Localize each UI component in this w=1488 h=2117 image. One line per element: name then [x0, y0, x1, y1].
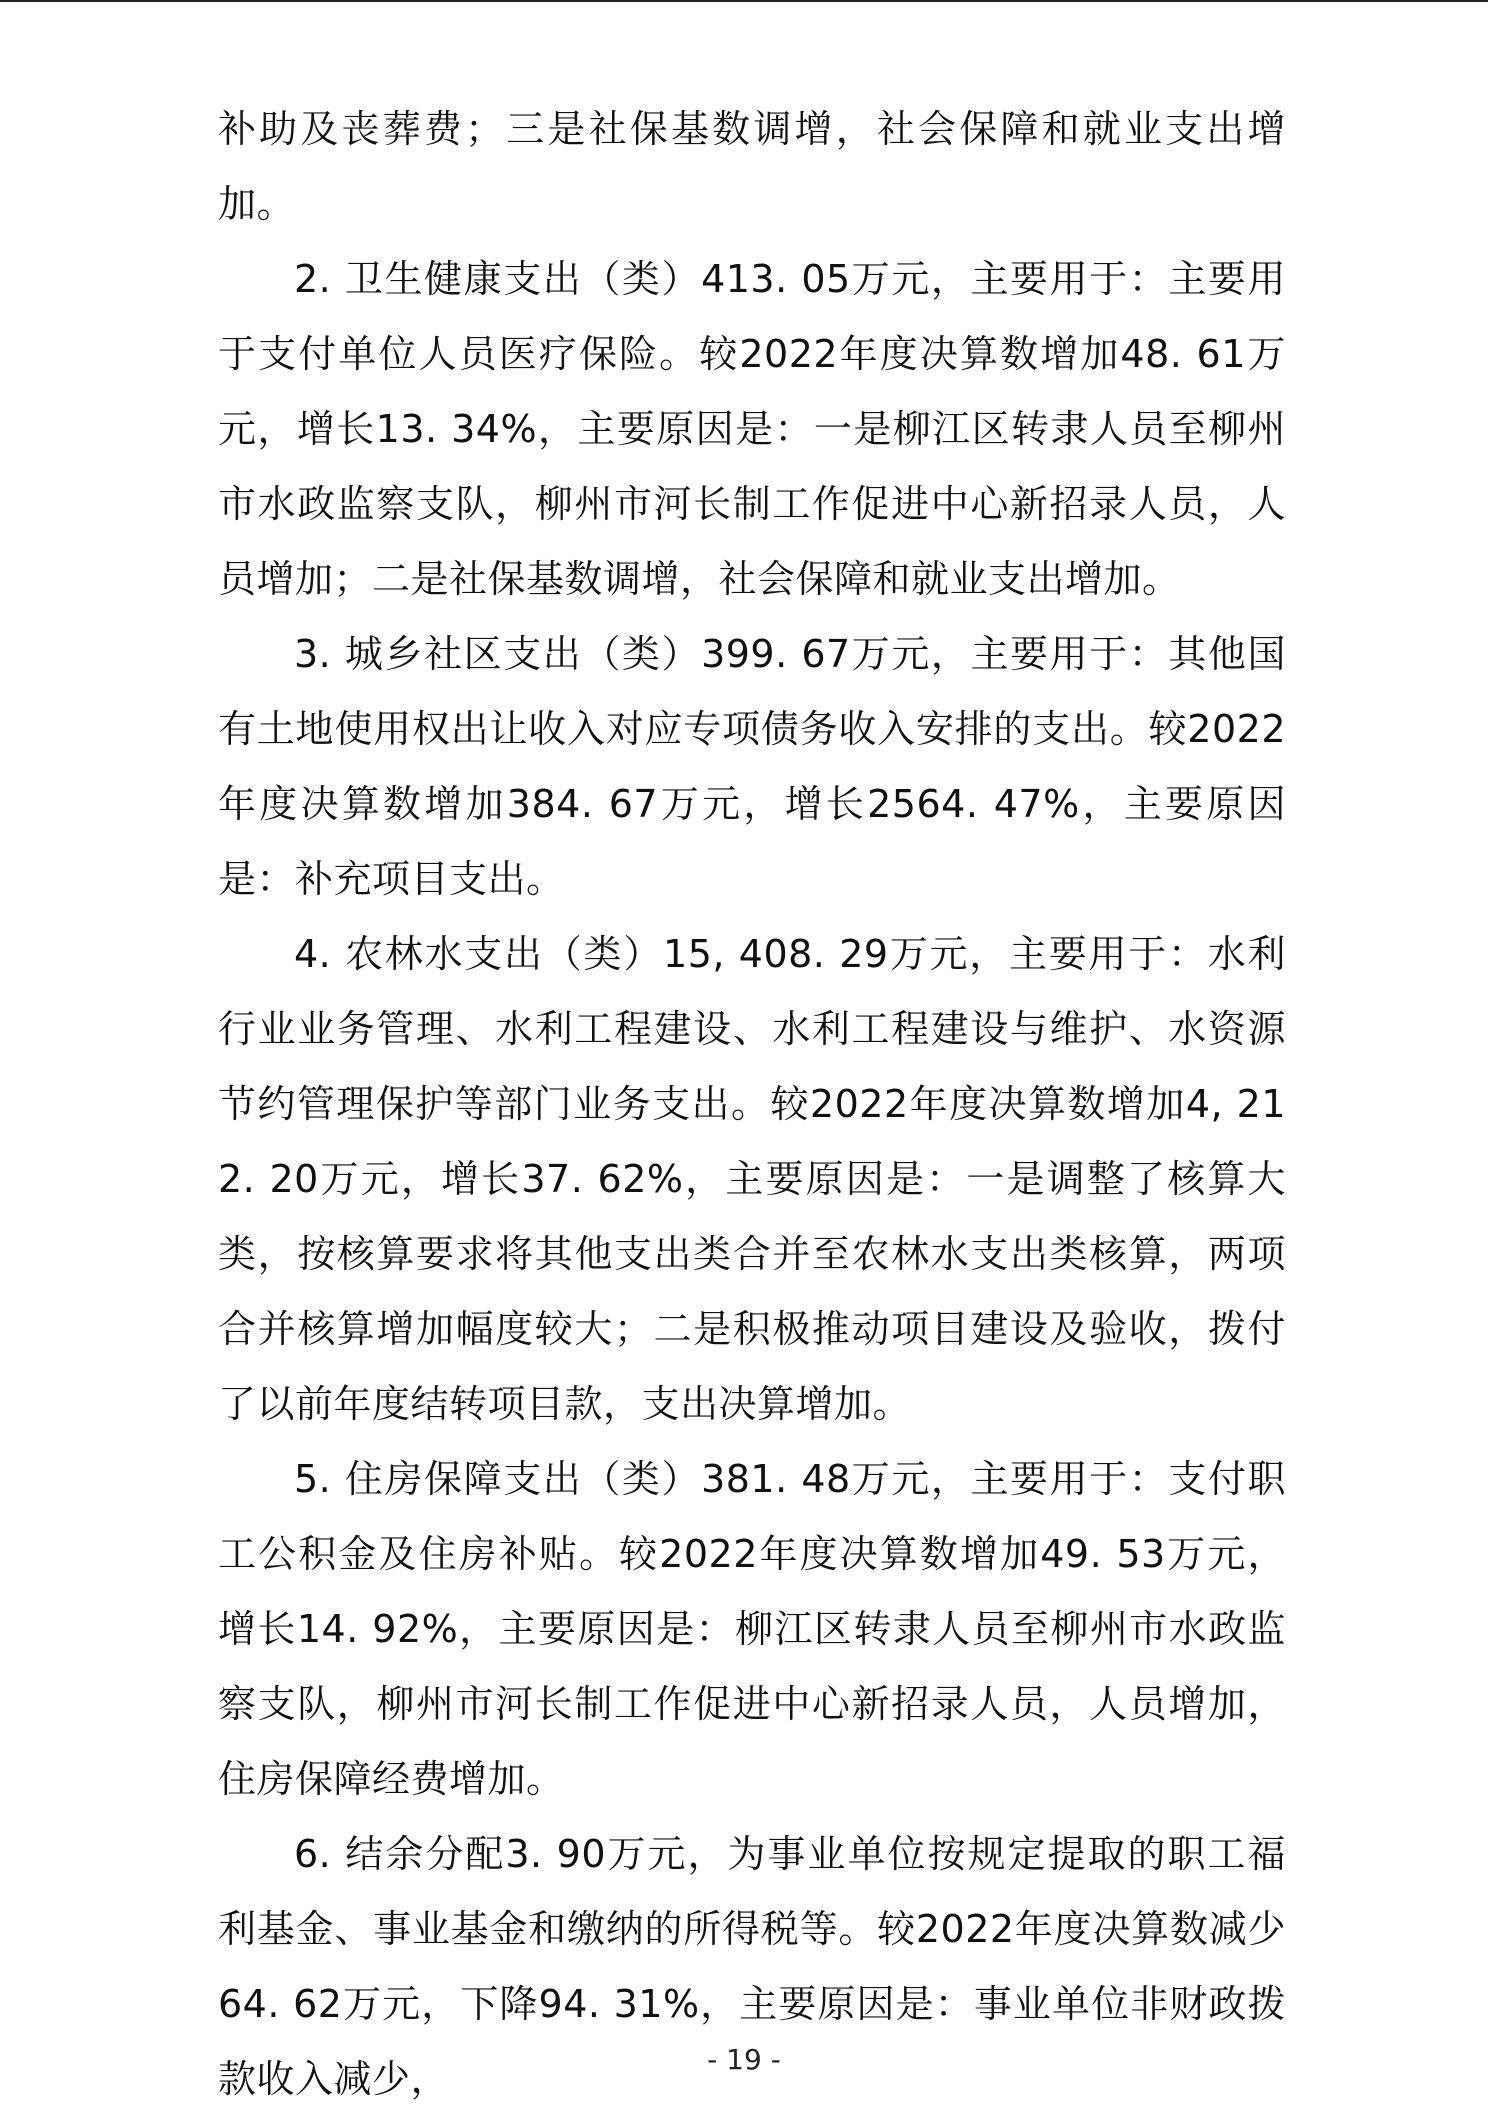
document-body [218, 92, 1286, 2117]
page-number: - 19 - [707, 2043, 781, 2076]
paragraph-urban-rural-expenditure: 3. 城乡社区支出（类）399. 67万元，主要用于：其他国有土地使用权出让收入对应专项债务收入安排的支出。较2022年度决算数增加384. 67万元，增长2564. 47%，主要原因是：补充项目支出。 [218, 632, 1286, 901]
paragraph-surplus-distribution: 6. 结余分配3. 90万元，为事业单位按规定提取的职工福利基金、事业基金和缴纳的所得税等。较2022年度决算数减少64. 62万元，下降94. 31%，主要原因是：事业单位非财政拨款收入减少， [218, 1832, 1286, 2101]
paragraph-agriculture-water-expenditure: 4. 农林水支出（类）15, 408. 29万元，主要用于：水利行业业务管理、水利工程建设、水利工程建设与维护、水资源节约管理保护等部门业务支出。较2022年度决算数增加4, 212. 20万元，增长37. 62%，主要原因是：一是调整了核算大类，按核算要求将其他支出类合并至农林水支出类核算，两项合并核算增加幅度较大；二是积极推动项目建设及验收，拨付了以前年度结转项目款，支出决算增加。 [218, 932, 1286, 1426]
paragraph-housing-expenditure: 5. 住房保障支出（类）381. 48万元，主要用于：支付职工公积金及住房补贴。较2022年度决算数增加49. 53万元，增长14. 92%，主要原因是：柳江区转隶人员至柳州市水政监察支队，柳州市河长制工作促进中心新招录人员，人员增加，住房保障经费增加。 [218, 1457, 1286, 1801]
page-top-border [0, 0, 1488, 2]
paragraph-continuation: 补助及丧葬费；三是社保基数调增，社会保障和就业支出增加。 [218, 107, 1286, 226]
paragraph-health-expenditure: 2. 卫生健康支出（类）413. 05万元，主要用于：主要用于支付单位人员医疗保险。较2022年度决算数增加48. 61万元，增长13. 34%，主要原因是：一是柳江区转隶人员至柳州市水政监察支队，柳州市河长制工作促进中心新招录人员，人员增加；二是社保基数调增，社会保障和就业支出增加。 [218, 257, 1286, 601]
